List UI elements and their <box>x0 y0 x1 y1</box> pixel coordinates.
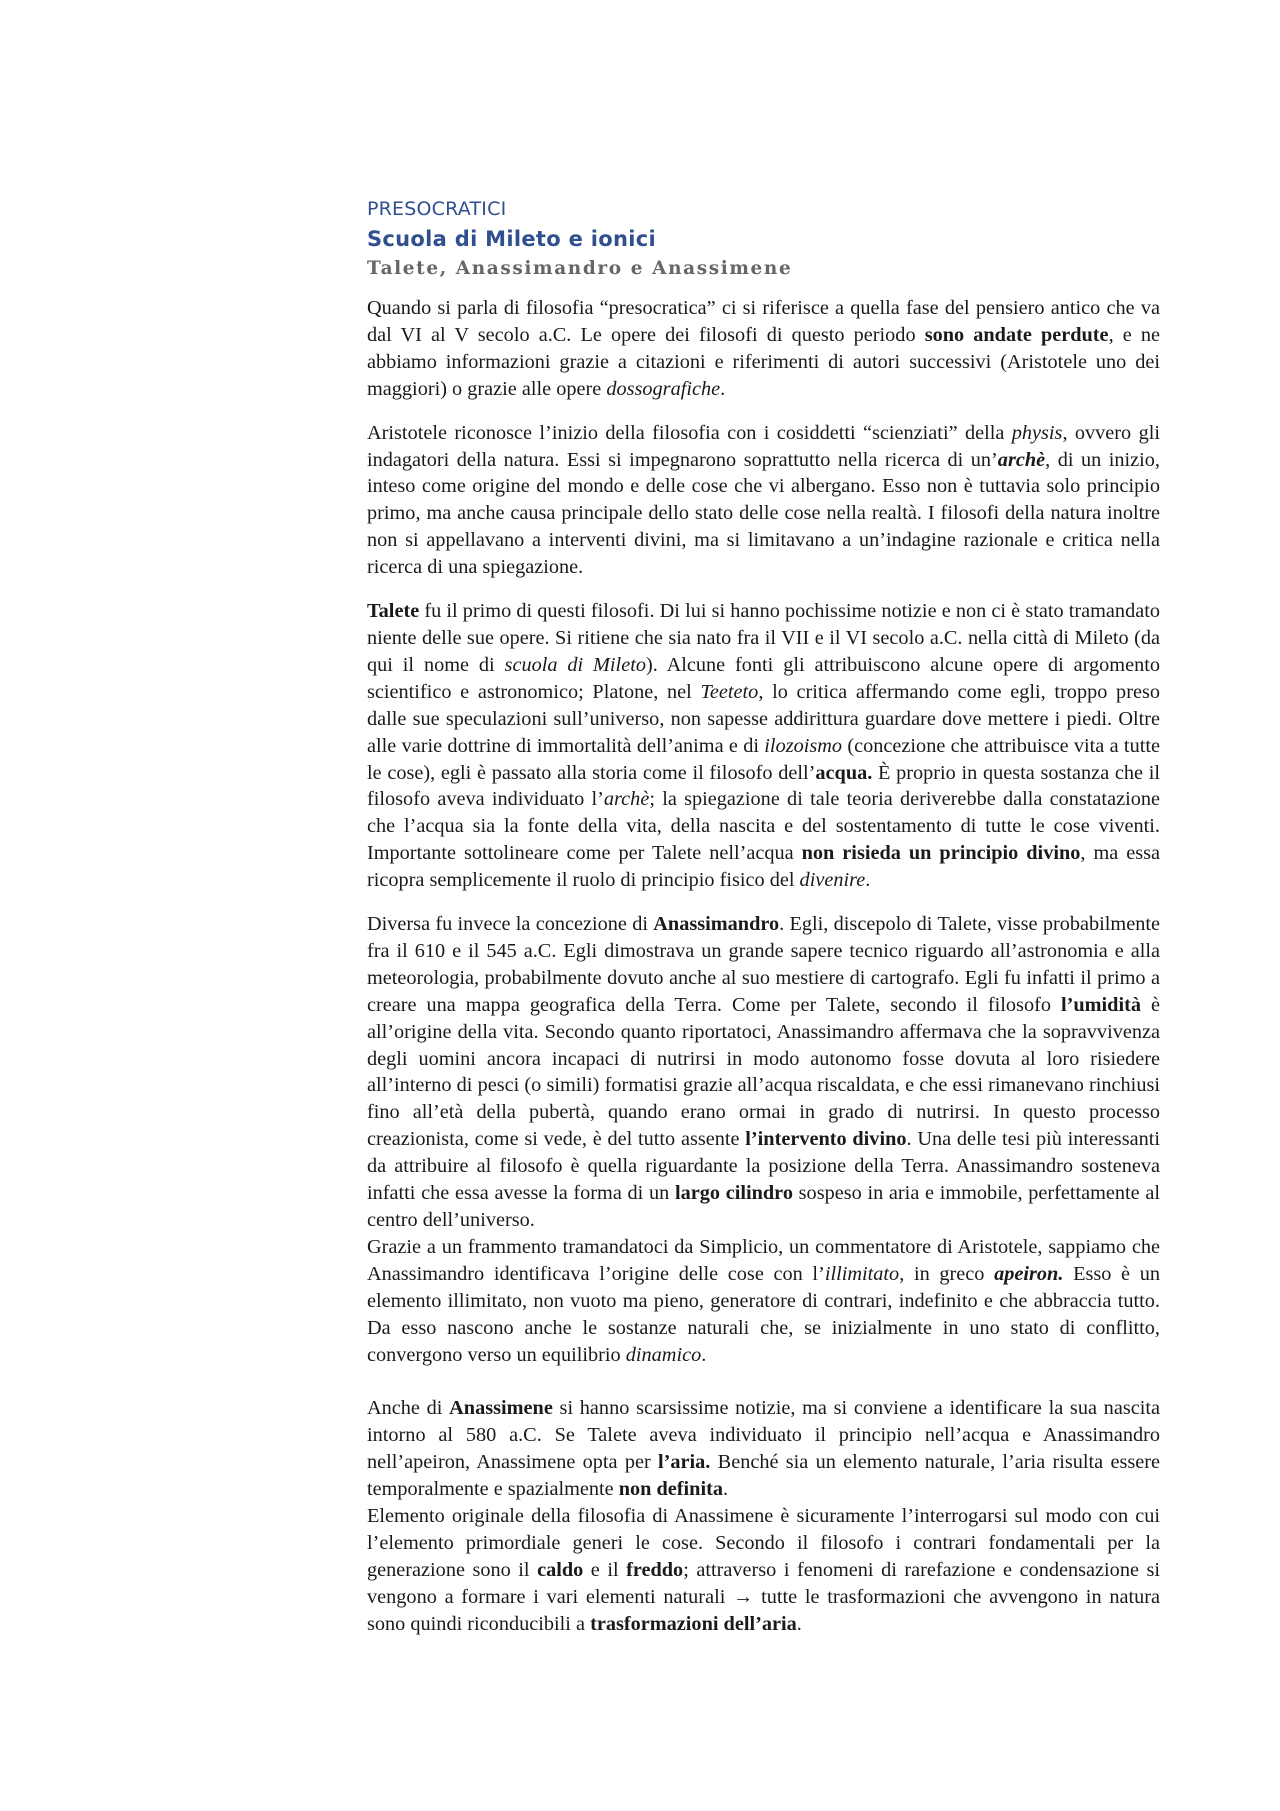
section-kicker: PRESOCRATICI <box>367 198 507 220</box>
emphasis-bold: acqua. <box>815 761 873 784</box>
emphasis-italic: ilozoismo <box>764 734 843 757</box>
paragraph-intro: Quando si parla di filosofia “presocratica” ci si riferisce a quella fase del pensiero antico che va dal VI al V secolo a.C. Le opere dei filosofi di questo periodo sono andate perdute, e ne abbiamo informazioni grazie a citazioni e riferimenti di autori successivi (Aristotele uno dei maggiori) o grazie alle opere dossografiche. <box>367 297 1160 400</box>
emphasis-italic: dossografiche <box>606 377 721 400</box>
emphasis-italic: archè <box>603 788 650 811</box>
emphasis-italic: divenire <box>799 869 866 892</box>
paragraph-anassimandro: Diversa fu invece la concezione di Anassimandro. Egli, discepolo di Talete, visse probabilmente fra il 610 e il 545 a.C. Egli dimostrava un grande sapere tecnico riguardo all’astronomia e alla meteorologia, probabilmente dovuto anche al suo mestiere di cartografo. Egli fu infatti il primo a creare una mappa geografica della Terra. Come per Talete, secondo il filosofo l’umidità è all’origine della vita. Secondo quanto riportatoci, Anassimandro affermava che la sopravvivenza degli uomini ancora incapaci di nutrirsi in modo autonomo fosse dovuta al loro risiedere all’interno di pesci (o simili) formatisi grazie all’acqua riscaldata, e che essi rimanevano rinchiusi fino all’età della pubertà, quando erano ormai in grado di nutrirsi. In questo processo creazionista, come si vede, è del tutto assente l’intervento divino. Una delle tesi più interessanti da attribuire al filosofo è quella riguardante la posizione della Terra. Anassimandro sosteneva infatti che essa avesse la forma di un largo cilindro sospeso in aria e immobile, perfettamente al centro dell’universo. <box>367 913 1161 1231</box>
page-title: Scuola di Mileto e ionici <box>367 227 656 251</box>
paragraph-anassimene: Anche di Anassimene si hanno scarsissime notizie, ma si conviene a identificare la sua nascita intorno al 580 a.C. Se Talete aveva individuato il principio nell’acqua e Anassimandro nell’apeiron, Anassimene opta per l’aria. Benché sia un elemento naturale, l’aria risulta essere temporalmente e spazialmente non definita. <box>367 1397 1160 1501</box>
emphasis-italic: scuola di Mileto <box>504 653 646 676</box>
emphasis-bold: non risieda un principio divino <box>801 842 1081 865</box>
emphasis-bold: freddo <box>626 1558 684 1581</box>
emphasis-italic: physis <box>1011 421 1063 444</box>
paragraph-aristotele: Aristotele riconosce l’inizio della filosofia con i cosiddetti “scienziati” della physis, ovvero gli indagatori della natura. Essi si impegnarono soprattutto nella ricerca di un’archè, di un inizio, inteso come origine del mondo e delle cose che vi albergano. Esso non è tuttavia solo principio primo, ma anche causa principale dello stato delle cose nella realtà. I filosofi della natura inoltre non si appellavano a interventi divini, ma si limitavano a un’indagine razionale e critica nella ricerca di una spiegazione. <box>367 421 1160 579</box>
emphasis-bold: Talete <box>367 600 420 623</box>
emphasis-bold-italic: apeiron. <box>994 1262 1064 1285</box>
emphasis-bold: Anassimandro <box>653 913 780 936</box>
page-subtitle: Talete, Anassimandro e Anassimene <box>367 258 793 279</box>
emphasis-bold: non definita <box>618 1478 723 1501</box>
emphasis-bold: Anassimene <box>449 1397 553 1420</box>
emphasis-bold-italic: archè <box>997 448 1046 471</box>
document-page <box>367 196 1160 1638</box>
emphasis-bold: l’umidità <box>1060 993 1141 1016</box>
emphasis-italic: dinamico <box>625 1343 702 1366</box>
emphasis-italic: illimitato <box>824 1262 900 1285</box>
emphasis-bold: trasformazioni dell’aria <box>590 1612 797 1635</box>
paragraph-apeiron: Grazie a un frammento tramandatoci da Simplicio, un commentatore di Aristotele, sappiamo che Anassimandro identificava l’origine delle cose con l’illimitato, in greco apeiron. Esso è un elemento illimitato, non vuoto ma pieno, generatore di contrari, indefinito e che abbraccia tutto. Da esso nascono anche le sostanze naturali che, se inizialmente in uno stato di conflitto, convergono verso un equilibrio dinamico. <box>367 1235 1160 1366</box>
emphasis-bold: largo cilindro <box>674 1182 793 1205</box>
emphasis-bold: l’aria. <box>658 1451 711 1474</box>
paragraph-talete: Talete fu il primo di questi filosofi. Di lui si hanno pochissime notizie e non ci è stato tramandato niente delle sue opere. Si ritiene che sia nato fra il VII e il VI secolo a.C. nella città di Mileto (da qui il nome di scuola di Mileto). Alcune fonti gli attribuiscono alcune opere di argomento scientifico e astronomico; Platone, nel Teeteto, lo critica affermando come egli, troppo preso dalle sue speculazioni sull’universo, non sapesse addirittura guardare dove mettere i piedi. Oltre alle varie dottrine di immortalità dell’anima e di ilozoismo (concezione che attribuisce vita a tutte le cose), egli è passato alla storia come il filosofo dell’acqua. È proprio in questa sostanza che il filosofo aveva individuato l’archè; la spiegazione di tale teoria deriverebbe dalla constatazione che l’acqua sia la fonte della vita, della nascita e del sostentamento di tutte le cose viventi. Importante sottolineare come per Talete nell’acqua non risieda un principio divino, ma essa ricopra semplicemente il ruolo di principio fisico del divenire. <box>367 600 1161 892</box>
emphasis-italic: Teeteto <box>700 680 759 703</box>
paragraph-anassimene-elementi: Elemento originale della filosofia di Anassimene è sicuramente l’interrogarsi sul modo con cui l’elemento primordiale generi le cose. Secondo il filosofo i contrari fondamentali per la generazione sono il caldo e il freddo; attraverso i fenomeni di rarefazione e condensazione si vengono a formare i vari elementi naturali → tutte le trasformazioni che avvengono in natura sono quindi riconducibili a trasformazioni dell’aria. <box>367 1505 1160 1635</box>
emphasis-bold: sono andate perdute <box>924 323 1109 346</box>
emphasis-bold: l’intervento divino <box>745 1128 907 1151</box>
arrow-right-icon: → <box>733 1585 754 1608</box>
emphasis-bold: caldo <box>537 1558 584 1581</box>
